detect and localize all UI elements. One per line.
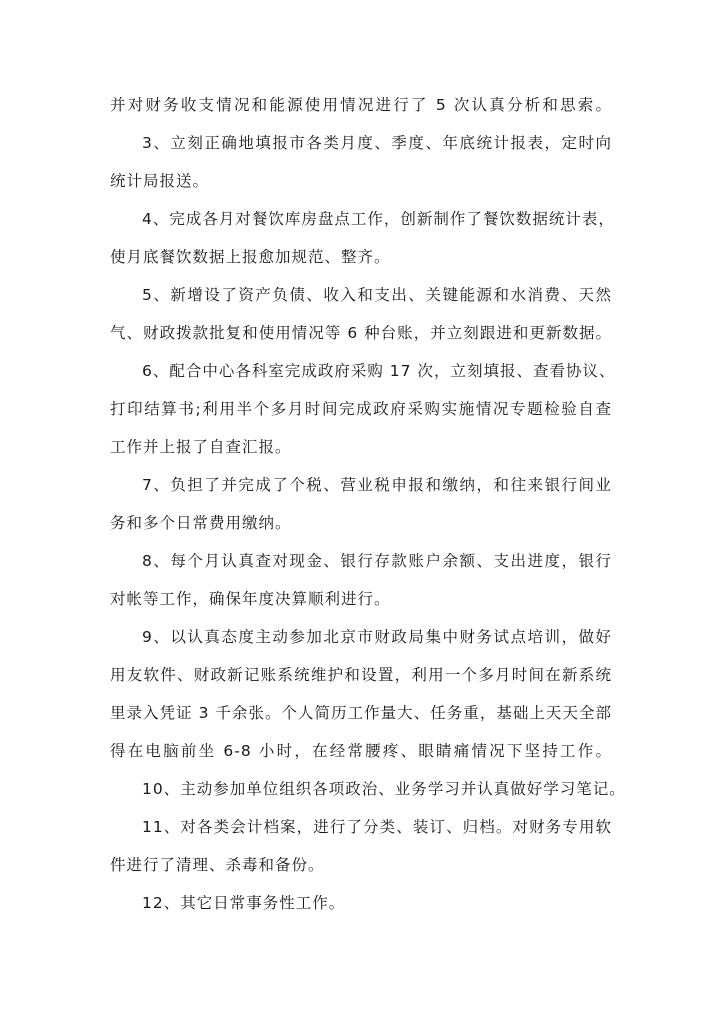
document-page xyxy=(110,93,626,929)
text-line: 7、负担了并完成了个税、营业税申报和缴纳，和往来银行间业 xyxy=(142,476,612,494)
text-line: 8、每个月认真查对现金、银行存款账户余额、支出进度，银行 xyxy=(142,552,612,570)
paragraph xyxy=(110,207,615,283)
paragraph xyxy=(110,815,612,891)
paragraph xyxy=(110,93,612,131)
paragraph xyxy=(110,473,612,549)
text-line: 打印结算书;利用半个多月时间完成政府采购实施情况专题检验自查 xyxy=(110,400,612,418)
text-line: 对帐等工作，确保年度决算顺利进行。 xyxy=(110,590,391,608)
text-line: 11、对各类会计档案，进行了分类、装订、归档。对财务专用软 xyxy=(142,818,612,836)
text-line: 气、财政拨款批复和使用情况等 6 种台账，并立刻跟进和更新数据。 xyxy=(110,324,612,342)
text-line: 并对财务收支情况和能源使用情况进行了 5 次认真分析和思索。 xyxy=(110,96,612,114)
text-line: 4、完成各月对餐饮库房盘点工作，创新制作了餐饮数据统计表， xyxy=(142,210,615,228)
text-line: 里录入凭证 3 千余张。个人简历工作量大、任务重，基础上天天全部 xyxy=(110,704,612,722)
text-line: 件进行了清理、杀毒和备份。 xyxy=(110,856,325,874)
paragraph xyxy=(110,777,626,815)
text-line: 3、立刻正确地填报市各类月度、季度、年底统计报表，定时向 xyxy=(142,134,612,152)
paragraph xyxy=(110,131,612,207)
paragraph xyxy=(110,625,612,777)
text-line: 工作并上报了自查汇报。 xyxy=(110,438,292,456)
paragraph xyxy=(110,549,612,625)
text-line: 5、新增设了资产负债、收入和支出、关键能源和水消费、天然 xyxy=(142,286,612,304)
text-line: 统计局报送。 xyxy=(110,172,210,190)
text-line: 9、以认真态度主动参加北京市财政局集中财务试点培训，做好 xyxy=(142,628,612,646)
text-line: 6、配合中心各科室完成政府采购 17 次，立刻填报、查看协议、 xyxy=(142,362,616,380)
text-line: 使月底餐饮数据上报愈加规范、整齐。 xyxy=(110,248,391,266)
text-line: 10、主动参加单位组织各项政治、业务学习并认真做好学习笔记。 xyxy=(142,780,626,798)
text-line: 用友软件、财政新记账系统维护和设置，利用一个多月时间在新系统 xyxy=(110,666,612,684)
paragraph xyxy=(110,359,616,473)
text-line: 得在电脑前坐 6-8 小时，在经常腰疼、眼睛痛情况下坚持工作。 xyxy=(110,742,612,760)
paragraph xyxy=(110,891,612,929)
paragraph xyxy=(110,283,612,359)
text-line: 12、其它日常事务性工作。 xyxy=(142,894,346,912)
text-line: 务和多个日常费用缴纳。 xyxy=(110,514,292,532)
